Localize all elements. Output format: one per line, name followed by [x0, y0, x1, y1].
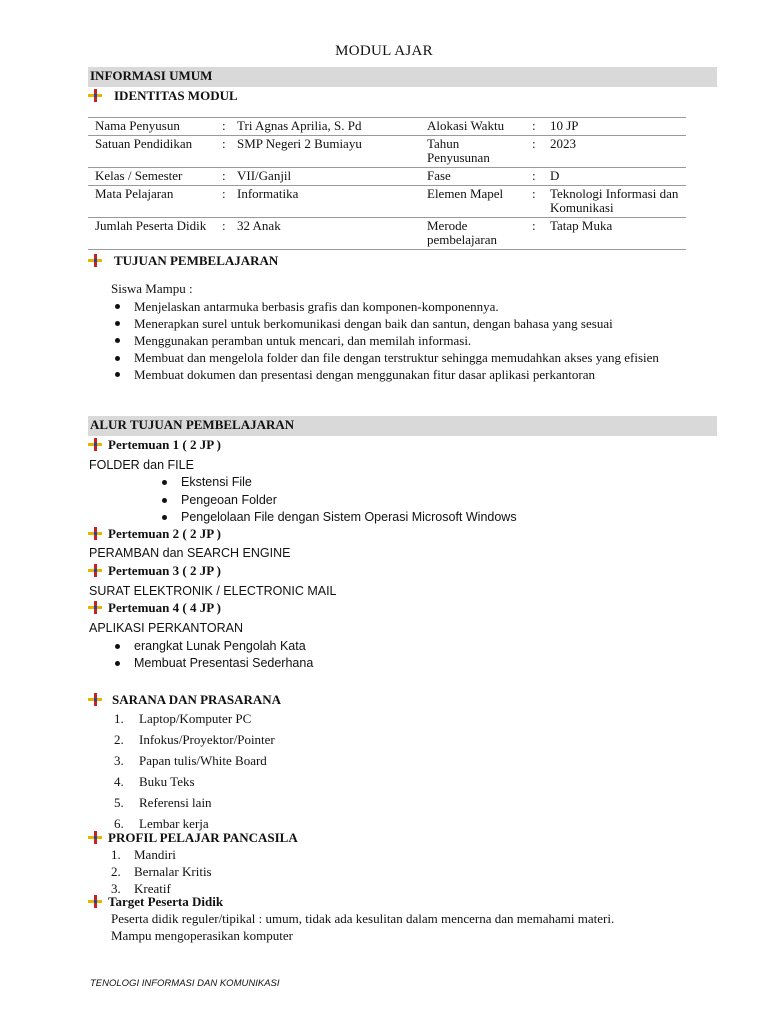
list-item: 3. Kreatif: [111, 881, 171, 896]
list-item: Membuat dokumen dan presentasi dengan menggunakan fitur dasar aplikasi perkantoran: [134, 366, 704, 383]
target-heading: Target Peserta Didik: [88, 894, 223, 910]
list-item: Ekstensi File: [181, 474, 517, 492]
list-item: Menerapkan surel untuk berkomunikasi dengan baik dan santun, dengan bahasa yang sesuai: [134, 315, 704, 332]
pertemuan-4-list: [134, 638, 313, 672]
pertemuan-3-heading: Pertemuan 3 ( 2 JP ): [88, 563, 221, 579]
table-row: Jumlah Peserta Didik : 32 Anak Merode pembelajaran : Tatap Muka: [88, 218, 686, 250]
list-item: Pengelolaan File dengan Sistem Operasi Microsoft Windows: [181, 509, 517, 527]
identity-table: [88, 117, 686, 250]
tujuan-heading: TUJUAN PEMBELAJARAN: [88, 253, 278, 269]
arrow-bullet-icon: [88, 254, 102, 267]
arrow-bullet-icon: [88, 527, 102, 540]
target-text: Peserta didik reguler/tipikal : umum, tidak ada kesulitan dalam mencerna dan memahami materi. Mampu mengoperasikan komputer: [111, 911, 615, 943]
table-row: Mata Pelajaran : Informatika Elemen Mapel : Teknologi Informasi dan Komunikasi: [88, 186, 686, 218]
section-bar-informasi-umum: [88, 67, 717, 87]
list-item: Menggunakan peramban untuk mencari, dan memilah informasi.: [134, 332, 704, 349]
identitas-heading: IDENTITAS MODUL: [88, 88, 238, 104]
sarana-list: [114, 708, 275, 834]
pertemuan-1-topic: FOLDER dan FILE: [89, 458, 194, 472]
pertemuan-2-heading: Pertemuan 2 ( 2 JP ): [88, 526, 221, 542]
list-item: Menjelaskan antarmuka berbasis grafis dan komponen-komponennya.: [134, 298, 704, 315]
arrow-bullet-icon: [88, 895, 102, 908]
list-item: 3. Papan tulis/White Board: [114, 753, 267, 768]
list-item: 1. Mandiri: [111, 847, 176, 862]
section-title: ALUR TUJUAN PEMBELAJARAN: [90, 417, 295, 432]
table-row: Nama Penyusun : Tri Agnas Aprilia, S. Pd Alokasi Waktu : 10 JP: [88, 118, 686, 136]
section-bar-alur: [88, 416, 717, 436]
page-footer: TENOLOGI INFORMASI DAN KOMUNIKASI: [90, 978, 280, 989]
list-item: 1. Laptop/Komputer PC: [114, 711, 252, 726]
list-item: Membuat Presentasi Sederhana: [134, 655, 313, 672]
table-row: Satuan Pendidikan : SMP Negeri 2 Bumiayu Tahun Penyusunan : 2023: [88, 136, 686, 168]
profil-heading: PROFIL PELAJAR PANCASILA: [88, 830, 298, 846]
list-item: 6. Lembar kerja: [114, 816, 209, 831]
profil-list: [111, 846, 212, 897]
list-item: erangkat Lunak Pengolah Kata: [134, 638, 313, 655]
list-item: Pengeoan Folder: [181, 492, 517, 510]
sarana-heading: SARANA DAN PRASARANA: [88, 692, 281, 708]
section-title: INFORMASI UMUM: [90, 68, 213, 83]
arrow-bullet-icon: [88, 89, 102, 102]
page-title: MODUL AJAR: [335, 43, 433, 59]
pertemuan-2-topic: PERAMBAN dan SEARCH ENGINE: [89, 546, 291, 560]
arrow-bullet-icon: [88, 564, 102, 577]
pertemuan-3-topic: SURAT ELEKTRONIK / ELECTRONIC MAIL: [89, 584, 337, 598]
tujuan-intro: Siswa Mampu :: [111, 281, 193, 296]
list-item: 5. Referensi lain: [114, 795, 212, 810]
pertemuan-4-heading: Pertemuan 4 ( 4 JP ): [88, 600, 221, 616]
list-item: 2. Infokus/Proyektor/Pointer: [114, 732, 275, 747]
tujuan-list: [134, 298, 704, 383]
arrow-bullet-icon: [88, 831, 102, 844]
pertemuan-1-heading: Pertemuan 1 ( 2 JP ): [88, 437, 221, 453]
list-item: 2. Bernalar Kritis: [111, 864, 212, 879]
table-row: Kelas / Semester : VII/Ganjil Fase : D: [88, 168, 686, 186]
list-item: Membuat dan mengelola folder dan file dengan terstruktur sehingga memudahkan akses yang efisien: [134, 350, 704, 365]
arrow-bullet-icon: [88, 601, 102, 614]
pertemuan-1-list: [181, 474, 517, 527]
arrow-bullet-icon: [88, 693, 102, 706]
pertemuan-4-topic: APLIKASI PERKANTORAN: [89, 621, 243, 635]
list-item: 4. Buku Teks: [114, 774, 195, 789]
arrow-bullet-icon: [88, 438, 102, 451]
